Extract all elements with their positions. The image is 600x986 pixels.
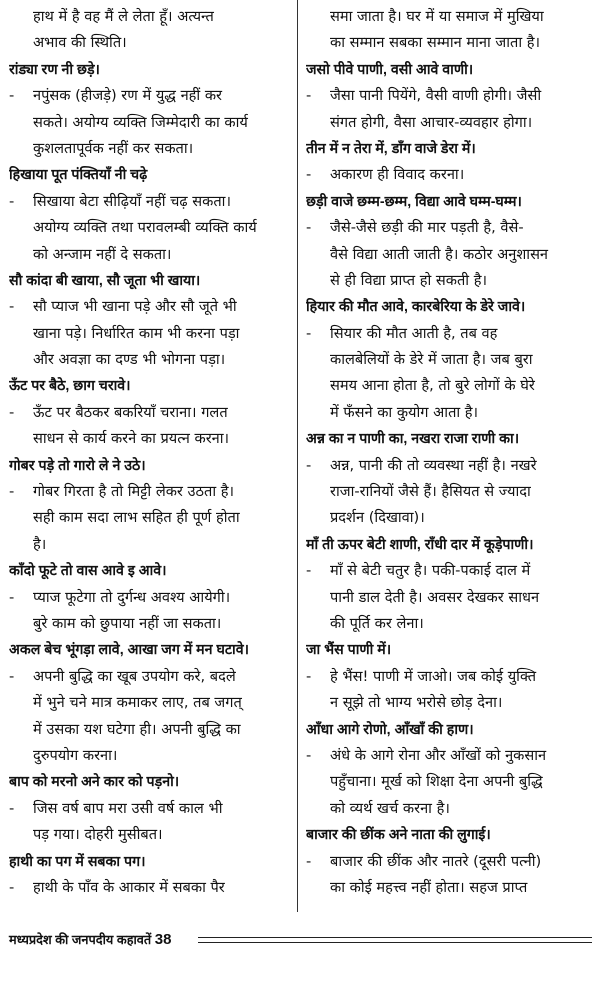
proverb-meaning <box>306 453 592 532</box>
meaning-text-line: हाथी के पाँव के आकार में सबका पैर <box>33 878 225 896</box>
meaning-text-line: पानी डाल देती है। अवसर देखकर साधन <box>330 588 540 606</box>
proverb-meaning <box>9 189 295 268</box>
proverb-entry <box>9 558 295 637</box>
dash-bullet: - <box>9 878 15 896</box>
proverb-entry <box>306 57 592 136</box>
dash-bullet: - <box>9 298 15 316</box>
meaning-text-line: है। <box>33 535 47 553</box>
meaning-text-line: अंधे के आगे रोना और आँखों को नुकसान <box>330 746 547 764</box>
proverb-heading: हाथी का पग में सबका पग। <box>9 853 146 870</box>
proverb-entry <box>9 57 295 163</box>
meaning-text-line: सकते। अयोग्य व्यक्ति जिम्मेदारी का कार्य <box>33 113 248 131</box>
dash-bullet: - <box>306 87 312 105</box>
proverb-meaning <box>306 664 592 717</box>
meaning-text-line: राजा-रानियों जैसे हैं। हैसियत से ज्यादा <box>330 483 531 501</box>
meaning-text-line: वैसे विद्या आती जाती है। कठोर अनुशासन <box>330 245 549 263</box>
meaning-text-line: अयोग्य व्यक्ति तथा परावलम्बी व्यक्ति कार्य <box>33 219 257 237</box>
footer-rule <box>198 942 592 943</box>
proverb-meaning <box>9 294 295 373</box>
book-title: मध्यप्रदेश की जनपदीय कहावतें <box>9 932 152 947</box>
proverb-heading: तीन में न तेरा में, डाँग वाजे डेरा में। <box>306 140 476 157</box>
proverb-entry <box>306 189 592 295</box>
dash-bullet: - <box>306 456 312 474</box>
meaning-text-line: सही काम सदा लाभ सहित ही पूर्ण होता <box>33 509 240 527</box>
meaning-text-line: जिस वर्ष बाप मरा उसी वर्ष काल भी <box>33 799 223 817</box>
dash-bullet: - <box>9 799 15 817</box>
meaning-text-line: सौ प्याज भी खाना पड़े और सौ जूते भी <box>33 298 237 316</box>
meaning-text-line: अकारण ही विवाद करना। <box>330 166 465 184</box>
continued-text-line: का सम्मान सबका सम्मान माना जाता है। <box>330 34 541 52</box>
dash-bullet: - <box>9 588 15 606</box>
proverb-meaning <box>306 215 592 294</box>
footer-text <box>9 930 171 948</box>
meaning-text-line: जैसे-जैसे छड़ी की मार पड़ती है, वैसे- <box>330 219 524 237</box>
proverb-heading: ऊँट पर बैठे, छाग चरावे। <box>9 378 131 395</box>
proverb-meaning <box>306 558 592 637</box>
footer-rule <box>198 937 592 938</box>
proverb-heading: माँ ती ऊपर बेटी शाणी, राँधी दार में कूड़ेपाणी। <box>306 536 534 553</box>
proverb-heading: काँदो फूटे तो वास आवे इ आवे। <box>9 563 167 580</box>
proverb-entry <box>9 162 295 268</box>
proverb-entry <box>306 532 592 638</box>
right-column <box>306 4 592 901</box>
meaning-text-line: गोबर गिरता है तो मिट्टी लेकर उठता है। <box>33 483 235 501</box>
meaning-text-line: नपुंसक (हीजड़े) रण में युद्ध नहीं कर <box>33 87 223 105</box>
dash-bullet: - <box>9 403 15 421</box>
meaning-text-line: अन्न, पानी की तो व्यवस्था नहीं है। नखरे <box>330 456 537 474</box>
column-divider <box>297 0 298 912</box>
proverb-entry <box>306 136 592 189</box>
meaning-text-line: में उसका यश घटेगा ही। अपनी बुद्धि का <box>33 720 241 738</box>
continued-text-line: समा जाता है। घर में या समाज में मुखिया <box>330 8 544 25</box>
meaning-text-line: समय आना होता है, तो बुरे लोगों के घेरे <box>330 377 535 395</box>
proverb-entry <box>306 426 592 532</box>
proverb-entry <box>9 849 295 902</box>
meaning-text-line: ऊँट पर बैठकर बकरियाँ चराना। गलत <box>33 403 228 421</box>
meaning-text-line: में भुने चने मात्र कमाकर लाए, तब जगत् <box>33 694 242 712</box>
meaning-text-line: प्रदर्शन (दिखावा)। <box>330 509 425 527</box>
meaning-text-line: कुशलतापूर्वक नहीं कर सकता। <box>33 139 194 157</box>
proverb-heading: बाजार की छींक अने नाता की लुगाई। <box>306 827 491 844</box>
meaning-text-line: सिखाया बेटा सीढ़ियाँ नहीं चढ़ सकता। <box>33 192 231 210</box>
proverb-heading: सौ कांदा बी खाया, सौ जूता भी खाया। <box>9 272 201 289</box>
dash-bullet: - <box>9 192 15 210</box>
proverb-heading: गोबर पड़े तो गारो ले ने उठे। <box>9 457 146 474</box>
dash-bullet: - <box>9 667 15 685</box>
proverb-heading: जसो पीवे पाणी, वसी आवे वाणी। <box>306 61 474 78</box>
proverb-heading: बाप को मरनो अने कार को पड़नो। <box>9 774 180 791</box>
dash-bullet: - <box>9 483 15 501</box>
meaning-text-line: साधन से कार्य करने का प्रयत्न करना। <box>33 430 230 448</box>
meaning-text-line: पड़ गया। दोहरी मुसीबत। <box>33 826 163 844</box>
meaning-text-line: और अवज्ञा का दण्ड भी भोगना पड़ा। <box>33 351 226 369</box>
proverb-entry <box>306 294 592 426</box>
meaning-text-line: अपनी बुद्धि का खूब उपयोग करे, बदले <box>33 667 236 685</box>
proverb-meaning <box>9 400 295 453</box>
meaning-text-line: जैसा पानी पियेंगे, वैसी वाणी होगी। जैसी <box>330 87 542 105</box>
proverb-heading: हियार की मौत आवे, कारबेरिया के डेरे जावे। <box>306 299 526 316</box>
continued-text-line: हाथ में है वह मैं ले लेता हूँ। अत्यन्त <box>33 8 214 25</box>
proverb-meaning <box>9 664 295 770</box>
meaning-text-line: की पूर्ति कर लेना। <box>330 615 424 632</box>
dash-bullet: - <box>306 324 312 342</box>
proverb-meaning <box>306 162 592 188</box>
meaning-text-line: हे भैंस! पाणी में जाओ। जब कोई युक्ति <box>330 667 537 685</box>
dash-bullet: - <box>306 746 312 764</box>
proverb-entry <box>9 637 295 769</box>
proverb-meaning <box>306 743 592 822</box>
meaning-text-line: संगत होगी, वैसा आचार-व्यवहार होगा। <box>330 113 533 131</box>
meaning-text-line: से ही विद्या प्राप्त हो सकती है। <box>330 271 487 289</box>
proverb-heading: आँधा आगे रोणो, आँखाँ की हाण। <box>306 721 474 738</box>
meaning-text-line: बाजार की छींक और नातरे (दूसरी पत्नी) <box>330 852 542 870</box>
page-footer <box>0 928 600 952</box>
proverb-meaning <box>9 585 295 638</box>
meaning-text-line: का कोई महत्त्व नहीं होता। सहज प्राप्त <box>330 878 528 896</box>
proverb-entry <box>306 637 592 716</box>
dash-bullet: - <box>306 166 312 184</box>
proverb-entry <box>9 373 295 452</box>
dash-bullet: - <box>9 87 15 105</box>
proverb-entry <box>306 717 592 823</box>
dash-bullet: - <box>306 219 312 237</box>
continued-text-line: अभाव की स्थिति। <box>33 34 127 52</box>
proverb-entry <box>306 822 592 901</box>
proverb-heading: जा भैंस पाणी में। <box>306 642 392 659</box>
proverb-meaning <box>9 83 295 162</box>
proverb-heading: छड़ी वाजे छम्म-छम्म, विद्या आवे घम्म-घम्म। <box>306 193 522 210</box>
meaning-text-line: पहुँचाना। मूर्ख को शिक्षा देना अपनी बुद्धि <box>330 773 543 791</box>
meaning-text-line: बुरे काम को छुपाया नहीं जा सकता। <box>33 614 222 632</box>
meaning-text-line: को व्यर्थ खर्च करना है। <box>330 799 450 817</box>
meaning-text-line: खाना पड़े। निर्धारित काम भी करना पड़ा <box>33 324 240 342</box>
dash-bullet: - <box>306 562 312 580</box>
page-number: 38 <box>154 931 172 948</box>
meaning-text-line: दुरुपयोग करना। <box>33 746 118 764</box>
proverb-meaning <box>306 849 592 902</box>
proverb-meaning <box>306 321 592 427</box>
meaning-text-line: कालबेलियों के डेरे में जाता है। जब बुरा <box>330 351 533 369</box>
meaning-text-line: को अन्जाम नहीं दे सकता। <box>33 245 172 263</box>
dash-bullet: - <box>306 667 312 685</box>
proverb-meaning <box>9 875 295 901</box>
proverb-meaning <box>306 83 592 136</box>
proverb-heading: अन्न का न पाणी का, नखरा राजा राणी का। <box>306 431 520 448</box>
proverb-heading: अकल बेच भूंगड़ा लावे, आखा जग में मन घटावे। <box>9 642 249 659</box>
meaning-text-line: सियार की मौत आती है, तब वह <box>330 324 498 342</box>
proverb-heading: रांड्या रण नी छड़े। <box>9 61 100 78</box>
proverb-entry <box>9 268 295 374</box>
proverb-entry <box>9 453 295 559</box>
proverb-heading: हिखाया पूत पंक्तियाँ नी चढ़े <box>9 167 148 184</box>
meaning-text-line: में फँसने का कुयोग आता है। <box>330 403 479 421</box>
meaning-text-line: प्याज फूटेगा तो दुर्गन्ध अवश्य आयेगी। <box>33 588 231 606</box>
left-column <box>9 4 295 901</box>
proverb-entry <box>9 769 295 848</box>
proverb-meaning <box>9 479 295 558</box>
meaning-text-line: माँ से बेटी चतुर है। पकी-पकाई दाल में <box>330 562 531 580</box>
dash-bullet: - <box>306 852 312 870</box>
proverb-meaning <box>9 796 295 849</box>
meaning-text-line: न सूझे तो भाग्य भरोसे छोड़ देना। <box>330 694 503 712</box>
